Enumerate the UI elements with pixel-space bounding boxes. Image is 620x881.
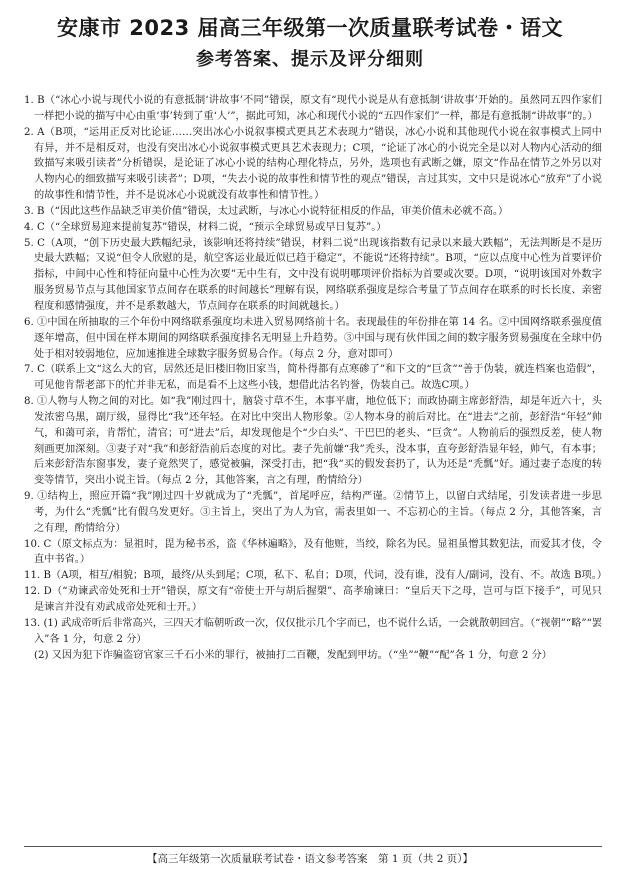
answer-item-5: 5. C（A项，“创下历史最大跌幅纪录，该影响还将持续”错误，材料二说“出现该指数有记录以来最大跌幅”，无法判断是不是历史最大跌幅；又说“但令人欣慰的是，航空客运业最近似已趋于稳定”，不能说“还将持续”。B项，“应以点度中心性为首要评价指标，中间中心性和特征向量中心性为次要”无中生有，文中没有说明哪项评价指标为首要或次要。D项，“说明该国对外数字服务贸易节点与其他国家节点间存在联系的时间越长”理解有误，网络联系强度是综合考量了节点间存在联系的时长长度、亲密程度和感情强度，并不是系数越大，节点间存在联系的时间就越长。）: [24, 237, 602, 312]
answer-item-6: 6. ①中国在所抽取的三个年份中网络联系强度均未进入贸易网络前十名。表现最佳的年份排在第 14 名。②中国网络联系强度值逐年增高，但中国在样本期间的网络联系强度排名无明显上升趋势。③中国与现有伙伴国之间的数字服务贸易强度在全球中仍处于相对较弱地位，应加速推进全球数字服务贸易合作。（每点 2 分，意对即可）: [24, 316, 602, 360]
answer-list: [24, 93, 608, 663]
footer-divider: [24, 846, 602, 847]
answer-item-12: 12. D（“劝谏武帝处死和士开”错误，原文有“帝使士开与胡后握槊”、高孝瑜谏曰：“皇后天下之母，岂可与臣下接手”，可见只是谏言并没有劝武成帝处死和士开。）: [24, 586, 602, 613]
answer-item-13-part-2: (2) 又因为犯下诈骗盗窃官家三千石小米的罪行，被抽打二百鞭，发配到甲坊。（“坐”“鞭”“配”各 1 分，句意 2 分）: [34, 649, 552, 661]
answer-item-1: 1. B（“冰心小说与现代小说的有意抵制‘讲故事’不同”错误，原文有“现代小说是从有意抵制‘讲故事’开始的。虽然同五四作家们一样把小说的描写中心由重‘事’转到了重‘人’”，据此可知，冰心和现代小说的“五四作家们”一样，都是有意抵制“讲故事”的。）: [24, 95, 602, 122]
answer-item-4: 4. C（“全球贸易迎来提前复苏”错误，材料二说，“预示全球贸易或早日复苏”。）: [24, 221, 387, 233]
page-subtitle: 参考答案、提示及评分细则: [196, 49, 424, 70]
answer-item-3: 3. B（“因此这些作品缺乏审美价值”错误，太过武断，与冰心小说特征相反的作品，审美价值未必就不高。）: [24, 205, 509, 217]
answer-item-8: 8. ①人物与人物之间的对比。如“我”刚过四十，脑袋寸草不生，本事平庸，地位低下；而政协副主席彭舒浩，却是年近六十，头发浓密乌黑，副厅级，显得比“我”还年轻。在对比中突出人物形象。②人物本身的前后对比。在“进去”之前，彭舒浩“年轻”帅气，和蔼可亲，肯帮忙，清官；可“进去”后，却发现他是个“少白头”、干巴巴的老头、“巨贪”。人物前后的强烈反差，使人物刻画更加深刻。③妻子对“我”和彭舒浩前后态度的对比。妻子先前嫌“我”秃头，没本事，直夸彭舒浩显年轻，帅气，有本事；后来彭舒浩东窗事发，妻子竟然哭了，感觉被骗，深受打击，把“我”买的假发套扔了，认为还是“秃瓢”好。通过妻子态度的转变等情节，突出小说主旨。（每点 2 分，其他答案，言之有理，酌情给分）: [24, 396, 602, 487]
answer-item-7: 7. C（联系上文“这么大的官，居然还是旧楼旧物旧家当，简朴得都有点寒碜了”和下文的“巨贪”“善于伪装，就连档案也造假”，可见他肯帮老部下的忙并非无私，而是看不上这些小钱，想借此沽名钓誉，伪装自己。故选C项。）: [24, 364, 602, 392]
answer-item-2: 2. A（B项，“运用正反对比论证……突出冰心小说叙事模式更具艺术表现力”错误，冰心小说和其他现代小说在叙事模式上同中有异，并不是相反对，也没有突出冰心小说叙事模式更具艺术表现力；C项，“论证了冰心的小说完全是以对人物内心活动的细致描写来吸引读者”分析错误，是论证了冰心小说的结构心理化特点，另外，选项也有武断之嫌，原文“作品在情节之外另以对人物内心的细致描写来吸引读者”；D项，“失去小说的故事性和情节性的观点”错误，言过其实，文中只是说冰心“放弃”了小说的故事性和情节性，并不是说冰心小说就没有故事性和情节性。）: [24, 126, 602, 202]
page-title: 安康市 2023 届高三年级第一次质量联考试卷・语文: [56, 16, 564, 40]
answer-item-10: 10. C（原文标点为：显祖时，毘为秘书丞，盗《华林遍略》，及有他赃，当绞，除名为民。显祖虽憎其数犯法，而爱其才伎，令直中书省。）: [24, 538, 602, 566]
answer-item-13-part-1: 13. (1) 武成帝听后非常高兴，三四天才临朝听政一次，仅仅批示几个字而已，也不说什么话，一会就散朝回宫。（“视朝”“略”“罢入”各 1 分，句意 2 分）: [24, 617, 602, 645]
page-footer: 【高三年级第一次质量联考试卷・语文参考答案 第 1 页（共 2 页）】: [147, 853, 473, 865]
answer-item-11: 11. B（A项，相互/相貌；B项，最终/从头到尾；C项，私下、私自；D项，代词，没有谁，没有人/副词，没有、不。故选 B项。）: [24, 570, 608, 582]
answer-item-9: 9. ①结构上，照应开篇“我”刚过四十岁就成为了“秃瓢”，首尾呼应，结构严谨。②情节上，以留白式结尾，引发读者进一步思考，为什么“秃瓢”比有假乌发更好。③主旨上，突出了为人为官，需表里如一、不忘初心的主旨。（每点 2 分，其他答案，言之有理，酌情给分）: [24, 491, 602, 534]
